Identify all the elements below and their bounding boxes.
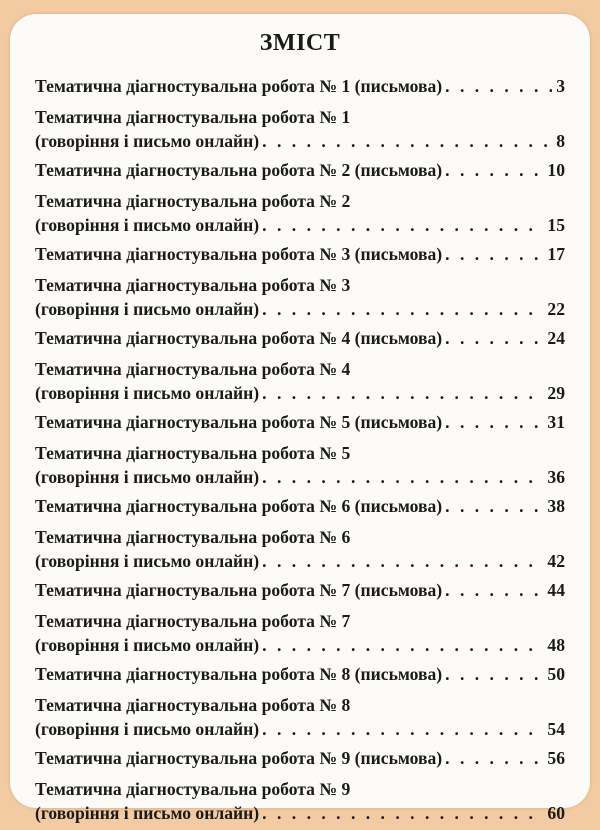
dot-leader: [262, 297, 543, 321]
toc-entry-title: Тематична діагностувальна робота № 1: [35, 107, 351, 127]
dot-leader: [445, 326, 543, 350]
dot-leader: [445, 74, 552, 98]
toc-page-number: 48: [547, 635, 565, 655]
table-of-contents: [35, 74, 565, 830]
toc-entry-row: [35, 381, 565, 405]
toc-page-number: 36: [547, 467, 565, 487]
dot-leader: [445, 410, 543, 434]
toc-entry[interactable]: [35, 273, 565, 321]
toc-entry[interactable]: [35, 74, 565, 98]
dot-leader: [262, 213, 543, 237]
toc-entry[interactable]: [35, 494, 565, 518]
toc-entry-row: [35, 297, 565, 321]
toc-entry-title: Тематична діагностувальна робота № 9 (письмова): [35, 748, 443, 768]
toc-page-number: 42: [547, 551, 565, 571]
toc-entry-subtitle: (говоріння і письмо онлайн): [35, 215, 260, 235]
toc-entry-title: Тематична діагностувальна робота № 7: [35, 611, 351, 631]
toc-entry-subtitle: (говоріння і письмо онлайн): [35, 551, 260, 571]
toc-entry[interactable]: [35, 777, 565, 825]
toc-page-number: 31: [547, 412, 565, 432]
toc-page-number: 10: [547, 160, 565, 180]
toc-entry-title: Тематична діагностувальна робота № 6 (письмова): [35, 496, 443, 516]
dot-leader: [262, 381, 543, 405]
toc-entry-row: [35, 662, 565, 686]
toc-entry[interactable]: [35, 746, 565, 770]
dot-leader: [445, 746, 543, 770]
toc-entry-subtitle: (говоріння і письмо онлайн): [35, 131, 260, 151]
toc-entry-subtitle: (говоріння і письмо онлайн): [35, 719, 260, 739]
toc-entry-subtitle: (говоріння і письмо онлайн): [35, 383, 260, 403]
dot-leader: [445, 242, 543, 266]
toc-page-number: 54: [547, 719, 565, 739]
toc-page-number: 22: [547, 299, 565, 319]
toc-entry-title: Тематична діагностувальна робота № 2 (письмова): [35, 160, 443, 180]
toc-entry-title: Тематична діагностувальна робота № 5 (письмова): [35, 412, 443, 432]
toc-entry[interactable]: [35, 357, 565, 405]
dot-leader: [262, 633, 543, 657]
toc-page-number: 29: [547, 383, 565, 403]
toc-entry-row: [35, 326, 565, 350]
dot-leader: [445, 578, 543, 602]
toc-page-number: 24: [547, 328, 565, 348]
toc-entry-row: [35, 578, 565, 602]
dot-leader: [262, 717, 543, 741]
page-title: ЗМІСТ: [259, 30, 341, 56]
contents-page: [10, 14, 590, 823]
toc-entry-row: [35, 801, 565, 825]
toc-entry-subtitle: (говоріння і письмо онлайн): [35, 803, 260, 823]
toc-entry-row: [35, 242, 565, 266]
toc-entry-title: Тематична діагностувальна робота № 3: [35, 275, 351, 295]
toc-page-number: 50: [547, 664, 565, 684]
toc-page-number: 60: [547, 803, 565, 823]
dot-leader: [445, 158, 543, 182]
toc-entry[interactable]: [35, 158, 565, 182]
toc-entry-row: [35, 74, 565, 98]
toc-entry-title: Тематична діагностувальна робота № 6: [35, 527, 351, 547]
toc-entry[interactable]: [35, 189, 565, 237]
toc-entry-row: [35, 213, 565, 237]
toc-entry[interactable]: [35, 693, 565, 741]
dot-leader: [445, 662, 543, 686]
toc-page-number: 56: [547, 748, 565, 768]
toc-entry-title: Тематична діагностувальна робота № 3 (письмова): [35, 244, 443, 264]
toc-page-number: 38: [547, 496, 565, 516]
toc-entry[interactable]: [35, 242, 565, 266]
dot-leader: [262, 549, 543, 573]
toc-entry-title: Тематична діагностувальна робота № 1 (письмова): [35, 76, 443, 96]
toc-entry-title: Тематична діагностувальна робота № 4 (письмова): [35, 328, 443, 348]
toc-entry-title: Тематична діагностувальна робота № 4: [35, 359, 351, 379]
toc-entry-title: Тематична діагностувальна робота № 9: [35, 779, 351, 799]
toc-entry-subtitle: (говоріння і письмо онлайн): [35, 299, 260, 319]
toc-entry-title: Тематична діагностувальна робота № 2: [35, 191, 351, 211]
toc-page-number: 8: [556, 131, 565, 151]
toc-entry[interactable]: [35, 578, 565, 602]
toc-entry-row: [35, 465, 565, 489]
dot-leader: [262, 801, 543, 825]
toc-entry[interactable]: [35, 105, 565, 153]
toc-entry-title: Тематична діагностувальна робота № 5: [35, 443, 351, 463]
toc-entry[interactable]: [35, 525, 565, 573]
toc-entry-row: [35, 410, 565, 434]
toc-entry-row: [35, 158, 565, 182]
toc-entry-row: [35, 129, 565, 153]
toc-entry-title: Тематична діагностувальна робота № 7 (письмова): [35, 580, 443, 600]
toc-page-number: 44: [547, 580, 565, 600]
toc-entry[interactable]: [35, 410, 565, 434]
toc-entry[interactable]: [35, 609, 565, 657]
toc-entry-title: Тематична діагностувальна робота № 8 (письмова): [35, 664, 443, 684]
toc-entry-row: [35, 717, 565, 741]
toc-entry-row: [35, 494, 565, 518]
toc-entry-title: Тематична діагностувальна робота № 8: [35, 695, 351, 715]
toc-entry[interactable]: [35, 326, 565, 350]
toc-page-number: 15: [547, 215, 565, 235]
toc-entry-row: [35, 549, 565, 573]
dot-leader: [262, 465, 543, 489]
toc-entry[interactable]: [35, 441, 565, 489]
toc-entry-row: [35, 746, 565, 770]
toc-entry[interactable]: [35, 662, 565, 686]
toc-entry-subtitle: (говоріння і письмо онлайн): [35, 467, 260, 487]
dot-leader: [262, 129, 552, 153]
toc-entry-subtitle: (говоріння і письмо онлайн): [35, 635, 260, 655]
toc-page-number: 3: [556, 76, 565, 96]
toc-page-number: 17: [547, 244, 565, 264]
dot-leader: [445, 494, 543, 518]
toc-entry-row: [35, 633, 565, 657]
